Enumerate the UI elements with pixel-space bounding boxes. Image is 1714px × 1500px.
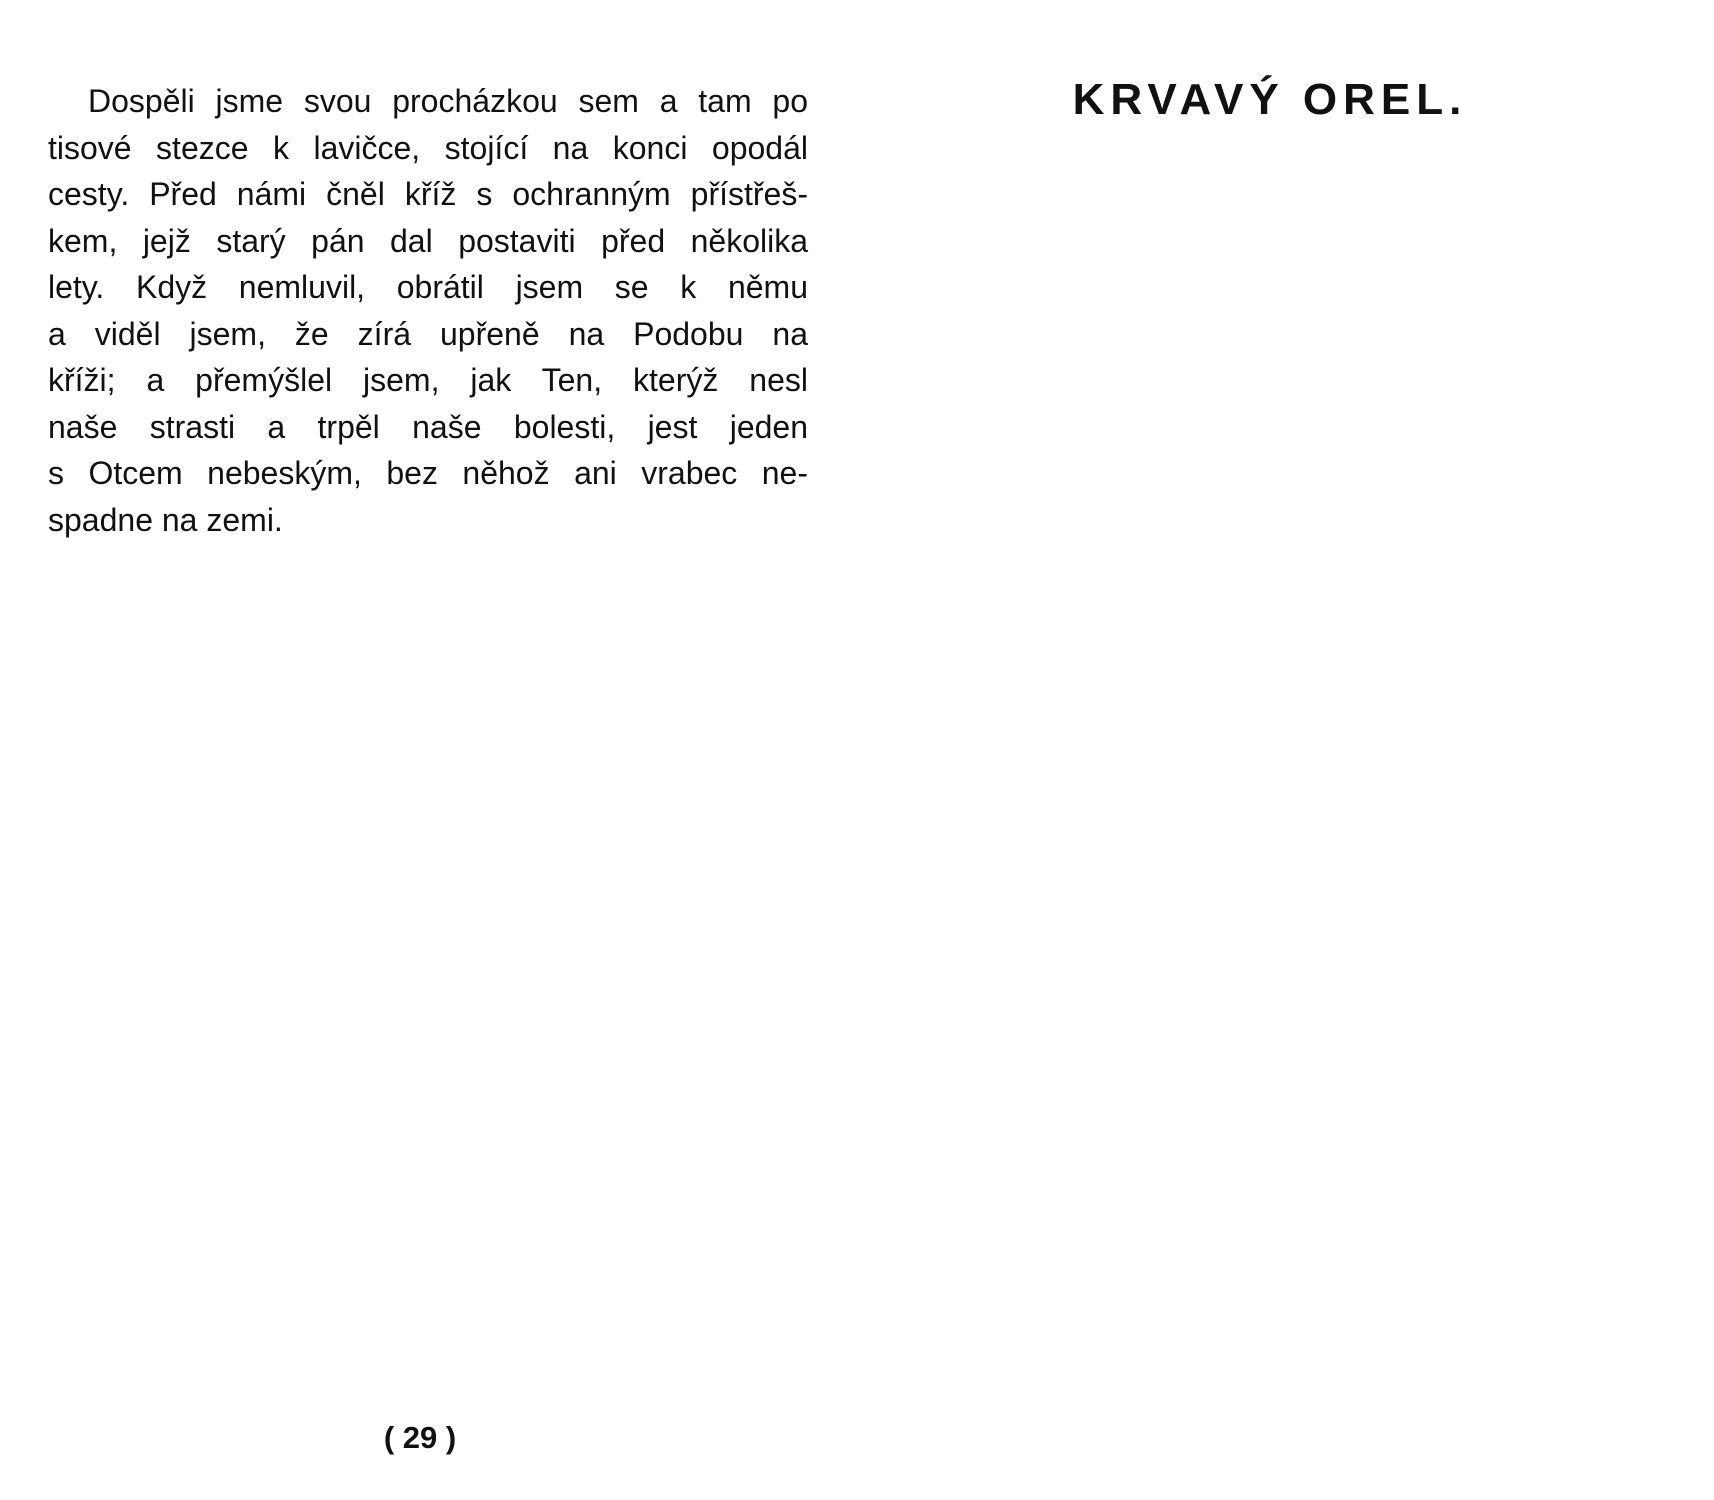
text-line: a viděl jsem, že zírá upřeně na Podobu na xyxy=(48,315,808,352)
right-page xyxy=(880,72,1660,128)
page-number: ( 29 ) xyxy=(383,1420,457,1455)
text-line: lety. Když nemluvil, obrátil jsem se k němu xyxy=(48,269,808,305)
text-line: cesty. Před námi čněl kříž s ochranným přístřeš- xyxy=(48,176,808,212)
text-line: s Otcem nebeským, bez něhož ani vrabec ne- xyxy=(48,455,808,491)
chapter-title: KRVAVÝ OREL. xyxy=(1072,75,1468,124)
text-line: spadne na zemi. xyxy=(48,501,283,538)
text-line: tisové stezce k lavičce, stojící na konci opodál xyxy=(48,129,808,166)
text-line: Dospěli jsme svou procházkou sem a tam po xyxy=(88,83,808,119)
text-line: kříži; a přemýšlel jsem, jak Ten, kterýž nesl xyxy=(48,362,808,398)
left-page xyxy=(48,78,808,543)
paragraph xyxy=(48,78,808,543)
text-line: kem, jejž starý pán dal postaviti před několika xyxy=(48,222,808,259)
text-line: naše strasti a trpěl naše bolesti, jest jeden xyxy=(48,408,808,445)
